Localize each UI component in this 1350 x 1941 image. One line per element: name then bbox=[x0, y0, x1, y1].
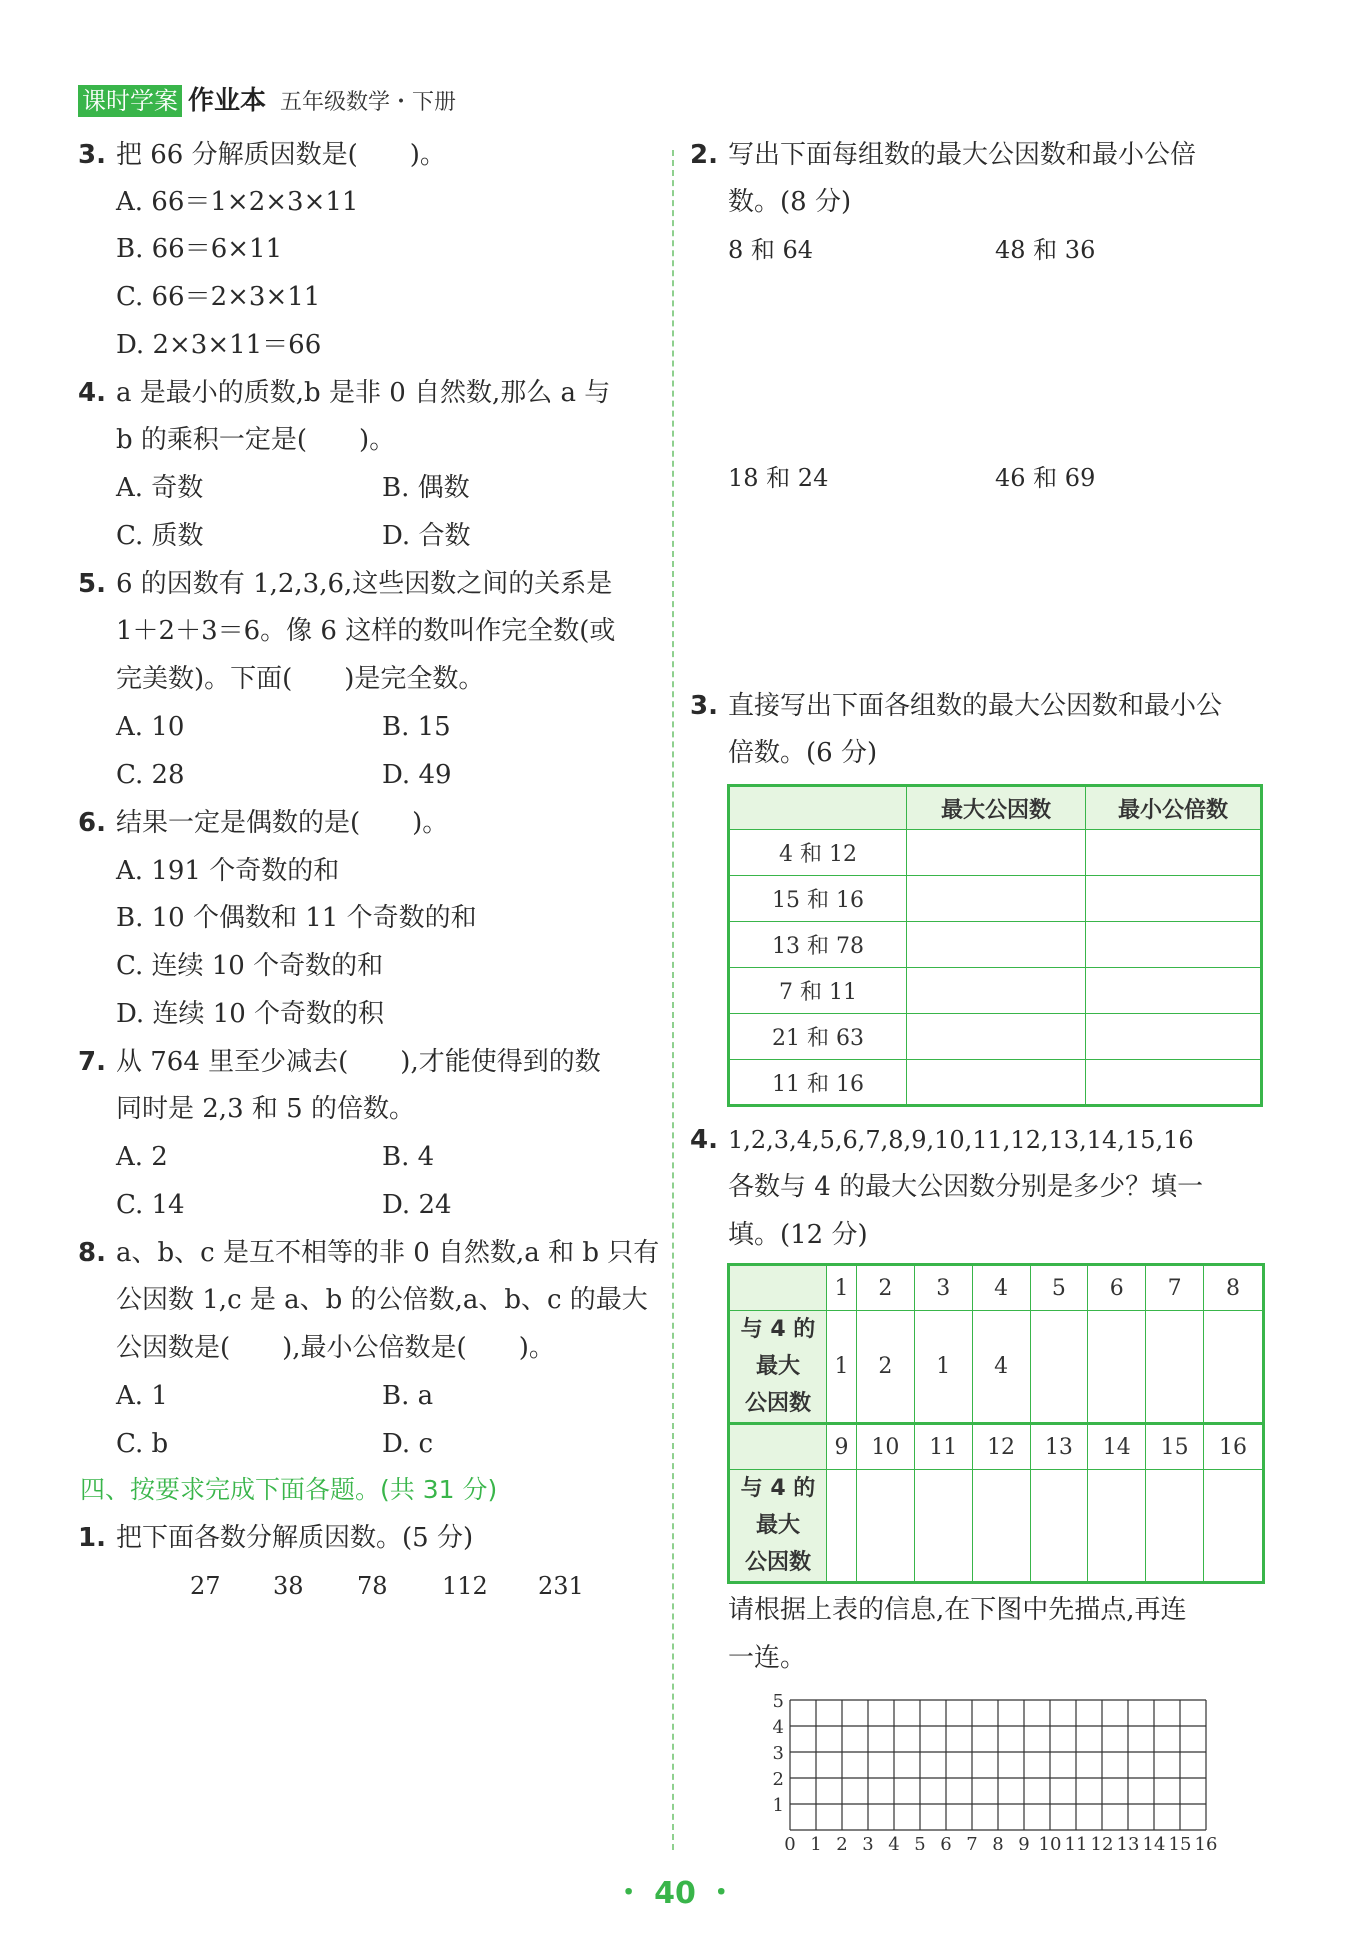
answer-cell[interactable] bbox=[907, 922, 1086, 968]
number-cell: 12 bbox=[972, 1424, 1030, 1470]
answer-cell[interactable] bbox=[907, 830, 1086, 876]
row-header-line: 最大 bbox=[755, 1513, 800, 1538]
page-number: ・ 40 ・ bbox=[613, 1876, 737, 1911]
number-item: 112 bbox=[442, 1572, 488, 1600]
y-tick-label: 3 bbox=[772, 1743, 784, 1764]
question-number: 7. bbox=[78, 1047, 106, 1077]
row-label: 15 和 16 bbox=[729, 876, 907, 922]
question-stem: 写出下面每组数的最大公因数和最小公倍 bbox=[728, 140, 1197, 170]
option[interactable]: C. 质数 bbox=[116, 521, 204, 551]
number-cell: 11 bbox=[914, 1424, 972, 1470]
number-cell: 4 bbox=[972, 1265, 1030, 1311]
table-row bbox=[729, 1470, 1264, 1583]
x-tick-label: 15 bbox=[1168, 1834, 1192, 1850]
option[interactable]: A. 10 bbox=[116, 712, 185, 742]
x-tick-label: 8 bbox=[992, 1834, 1004, 1850]
option[interactable]: D. 合数 bbox=[382, 521, 471, 551]
x-tick-label: 2 bbox=[836, 1834, 848, 1850]
x-tick-label: 13 bbox=[1116, 1834, 1140, 1850]
number-cell: 2 bbox=[856, 1265, 914, 1311]
option[interactable]: A. 奇数 bbox=[116, 473, 204, 503]
table-header-corner bbox=[729, 1265, 827, 1311]
row-header bbox=[729, 1470, 827, 1583]
question-stem: 填。(12 分) bbox=[728, 1220, 868, 1250]
x-tick-label: 0 bbox=[784, 1834, 796, 1850]
answer-cell[interactable] bbox=[1088, 1470, 1146, 1583]
y-tick-label: 2 bbox=[772, 1769, 784, 1790]
option[interactable]: A. 1 bbox=[116, 1381, 168, 1411]
x-tick-label: 5 bbox=[914, 1834, 926, 1850]
x-tick-label: 16 bbox=[1194, 1834, 1218, 1850]
number-cell: 10 bbox=[856, 1424, 914, 1470]
option[interactable]: A. 66＝1×2×3×11 bbox=[116, 187, 359, 217]
row-label: 21 和 63 bbox=[729, 1014, 907, 1060]
row-header-line: 与 4 的 bbox=[740, 1317, 816, 1342]
question-stem: 直接写出下面各组数的最大公因数和最小公 bbox=[728, 691, 1223, 721]
number-pair: 46 和 69 bbox=[995, 464, 1096, 492]
number-cell: 9 bbox=[827, 1424, 857, 1470]
number-pair: 48 和 36 bbox=[995, 236, 1096, 264]
answer-cell[interactable]: 1 bbox=[914, 1311, 972, 1424]
answer-cell[interactable]: 4 bbox=[972, 1311, 1030, 1424]
header bbox=[78, 80, 456, 114]
question-number: 8. bbox=[78, 1238, 106, 1268]
answer-cell[interactable] bbox=[1086, 922, 1262, 968]
number-pair: 8 和 64 bbox=[728, 236, 814, 264]
number-cell: 3 bbox=[914, 1265, 972, 1311]
plot-grid[interactable] bbox=[760, 1680, 1220, 1850]
answer-cell[interactable] bbox=[1204, 1311, 1264, 1424]
question-stem: b 的乘积一定是( )。 bbox=[116, 425, 396, 455]
question-stem: 1＋2＋3＝6。像 6 这样的数叫作完全数(或 bbox=[116, 616, 616, 646]
answer-cell[interactable] bbox=[827, 1470, 857, 1583]
column-divider bbox=[672, 150, 674, 1850]
question-stem: 各数与 4 的最大公因数分别是多少？填一 bbox=[728, 1172, 1204, 1202]
number-cell: 7 bbox=[1146, 1265, 1204, 1311]
table-header: 最大公因数 bbox=[907, 786, 1086, 830]
answer-cell[interactable] bbox=[972, 1470, 1030, 1583]
answer-cell[interactable] bbox=[1088, 1311, 1146, 1424]
question-stem: 把 66 分解质因数是( )。 bbox=[116, 140, 446, 170]
option[interactable]: D. 49 bbox=[382, 760, 452, 790]
question-stem: 从 764 里至少减去( ),才能使得到的数 bbox=[116, 1047, 601, 1077]
option[interactable]: C. 66＝2×3×11 bbox=[116, 282, 321, 312]
option[interactable]: B. 10 个偶数和 11 个奇数的和 bbox=[116, 903, 477, 933]
grid-lines bbox=[790, 1700, 1206, 1830]
instruction-text: 请根据上表的信息,在下图中先描点,再连 bbox=[728, 1595, 1187, 1625]
question-stem: 同时是 2,3 和 5 的倍数。 bbox=[116, 1094, 415, 1124]
x-tick-label: 7 bbox=[966, 1834, 978, 1850]
instruction-text: 一连。 bbox=[728, 1643, 807, 1673]
option[interactable]: B. a bbox=[382, 1381, 434, 1411]
option[interactable]: D. c bbox=[382, 1429, 434, 1459]
question-stem: a 是最小的质数,b 是非 0 自然数,那么 a 与 bbox=[116, 378, 611, 408]
table-row bbox=[729, 1014, 1262, 1060]
row-label: 4 和 12 bbox=[729, 830, 907, 876]
question-number: 4. bbox=[78, 378, 106, 408]
question-stem: 6 的因数有 1,2,3,6,这些因数之间的关系是 bbox=[116, 569, 613, 599]
question-stem: 把下面各数分解质因数。(5 分) bbox=[116, 1523, 474, 1553]
question-stem: 1,2,3,4,5,6,7,8,9,10,11,12,13,14,15,16 bbox=[728, 1126, 1194, 1154]
table-row bbox=[729, 1060, 1262, 1106]
x-tick-label: 12 bbox=[1090, 1834, 1114, 1850]
number-cell: 15 bbox=[1146, 1424, 1204, 1470]
option[interactable]: D. 连续 10 个奇数的积 bbox=[116, 999, 385, 1029]
table-header-corner bbox=[729, 786, 907, 830]
number-cell: 1 bbox=[827, 1265, 857, 1311]
question-number: 3. bbox=[78, 140, 106, 170]
table-row bbox=[729, 1265, 1264, 1311]
answer-cell[interactable]: 1 bbox=[827, 1311, 857, 1424]
question-number: 2. bbox=[690, 140, 718, 170]
x-tick-label: 9 bbox=[1018, 1834, 1030, 1850]
answer-cell[interactable] bbox=[907, 1014, 1086, 1060]
answer-cell[interactable] bbox=[856, 1470, 914, 1583]
brand-workbook: 作业本 bbox=[188, 86, 267, 116]
question-stem: 倍数。(6 分) bbox=[728, 738, 878, 768]
option[interactable]: B. 4 bbox=[382, 1142, 435, 1172]
row-header-line: 公因数 bbox=[744, 1391, 811, 1416]
option[interactable]: B. 偶数 bbox=[382, 473, 470, 503]
row-header-line: 最大 bbox=[755, 1354, 800, 1379]
option[interactable]: C. 28 bbox=[116, 760, 185, 790]
x-tick-label: 11 bbox=[1064, 1834, 1088, 1850]
brand-name: 课时学案 bbox=[78, 85, 182, 117]
row-label: 7 和 11 bbox=[729, 968, 907, 1014]
option[interactable]: A. 191 个奇数的和 bbox=[116, 856, 340, 886]
y-tick-label: 5 bbox=[772, 1691, 784, 1712]
number-cell: 8 bbox=[1204, 1265, 1264, 1311]
x-tick-label: 3 bbox=[862, 1834, 874, 1850]
answer-cell[interactable] bbox=[1086, 830, 1262, 876]
question-number: 3. bbox=[690, 691, 718, 721]
table-header-corner bbox=[729, 1424, 827, 1470]
answer-cell[interactable] bbox=[1146, 1311, 1204, 1424]
answer-cell[interactable] bbox=[1086, 876, 1262, 922]
question-stem: 公因数是( ),最小公倍数是( )。 bbox=[116, 1333, 555, 1363]
question-number: 4. bbox=[690, 1125, 718, 1155]
answer-cell[interactable] bbox=[1030, 1470, 1088, 1583]
table-row bbox=[729, 968, 1262, 1014]
gcd-with-4-table bbox=[727, 1263, 1265, 1584]
x-tick-label: 14 bbox=[1142, 1834, 1166, 1850]
number-cell: 5 bbox=[1030, 1265, 1088, 1311]
answer-cell[interactable] bbox=[1086, 1014, 1262, 1060]
answer-cell[interactable] bbox=[907, 876, 1086, 922]
question-stem: 数。(8 分) bbox=[728, 187, 852, 217]
option[interactable]: B. 15 bbox=[382, 712, 451, 742]
row-label: 11 和 16 bbox=[729, 1060, 907, 1106]
answer-cell[interactable] bbox=[1204, 1470, 1264, 1583]
number-cell: 6 bbox=[1088, 1265, 1146, 1311]
x-tick-label: 6 bbox=[940, 1834, 952, 1850]
answer-cell[interactable]: 2 bbox=[856, 1311, 914, 1424]
x-tick-label: 4 bbox=[888, 1834, 900, 1850]
number-cell: 14 bbox=[1088, 1424, 1146, 1470]
answer-cell[interactable] bbox=[1030, 1311, 1088, 1424]
row-header-line: 公因数 bbox=[744, 1550, 811, 1575]
question-stem: 公因数 1,c 是 a、b 的公倍数,a、b、c 的最大 bbox=[116, 1285, 648, 1315]
table-row bbox=[729, 1311, 1264, 1424]
number-cell: 16 bbox=[1204, 1424, 1264, 1470]
y-tick-label: 4 bbox=[772, 1717, 784, 1738]
number-item: 231 bbox=[538, 1572, 584, 1600]
number-item: 27 bbox=[190, 1572, 221, 1600]
answer-cell[interactable] bbox=[1086, 968, 1262, 1014]
row-label: 13 和 78 bbox=[729, 922, 907, 968]
option[interactable]: C. 14 bbox=[116, 1190, 185, 1220]
x-tick-label: 1 bbox=[810, 1834, 822, 1850]
option[interactable]: C. b bbox=[116, 1429, 169, 1459]
gcd-lcm-table bbox=[727, 784, 1263, 1107]
question-number: 5. bbox=[78, 569, 106, 599]
option[interactable]: A. 2 bbox=[116, 1142, 168, 1172]
number-item: 78 bbox=[357, 1572, 388, 1600]
answer-cell[interactable] bbox=[914, 1470, 972, 1583]
table-header: 最小公倍数 bbox=[1086, 786, 1262, 830]
x-tick-label: 10 bbox=[1038, 1834, 1062, 1850]
section-heading: 四、按要求完成下面各题。(共 31 分) bbox=[80, 1475, 498, 1504]
number-item: 38 bbox=[273, 1572, 304, 1600]
question-number: 6. bbox=[78, 808, 106, 838]
table-row bbox=[729, 922, 1262, 968]
table-row bbox=[729, 1424, 1264, 1470]
option[interactable]: C. 连续 10 个奇数的和 bbox=[116, 951, 384, 981]
table-row bbox=[729, 876, 1262, 922]
book-subtitle: 五年级数学・下册 bbox=[280, 90, 457, 115]
answer-cell[interactable] bbox=[907, 968, 1086, 1014]
option[interactable]: B. 66＝6×11 bbox=[116, 234, 283, 264]
question-stem: a、b、c 是互不相等的非 0 自然数,a 和 b 只有 bbox=[116, 1238, 660, 1268]
question-stem: 完美数)。下面( )是完全数。 bbox=[116, 664, 485, 694]
option[interactable]: D. 24 bbox=[382, 1190, 452, 1220]
question-stem: 结果一定是偶数的是( )。 bbox=[116, 808, 449, 838]
question-number: 1. bbox=[78, 1523, 106, 1553]
option[interactable]: D. 2×3×11＝66 bbox=[116, 330, 322, 360]
answer-cell[interactable] bbox=[1086, 1060, 1262, 1106]
row-header-line: 与 4 的 bbox=[740, 1476, 816, 1501]
y-tick-label: 1 bbox=[772, 1795, 784, 1816]
number-pair: 18 和 24 bbox=[728, 464, 829, 492]
answer-cell[interactable] bbox=[907, 1060, 1086, 1106]
row-header bbox=[729, 1311, 827, 1424]
table-row bbox=[729, 830, 1262, 876]
number-cell: 13 bbox=[1030, 1424, 1088, 1470]
answer-cell[interactable] bbox=[1146, 1470, 1204, 1583]
